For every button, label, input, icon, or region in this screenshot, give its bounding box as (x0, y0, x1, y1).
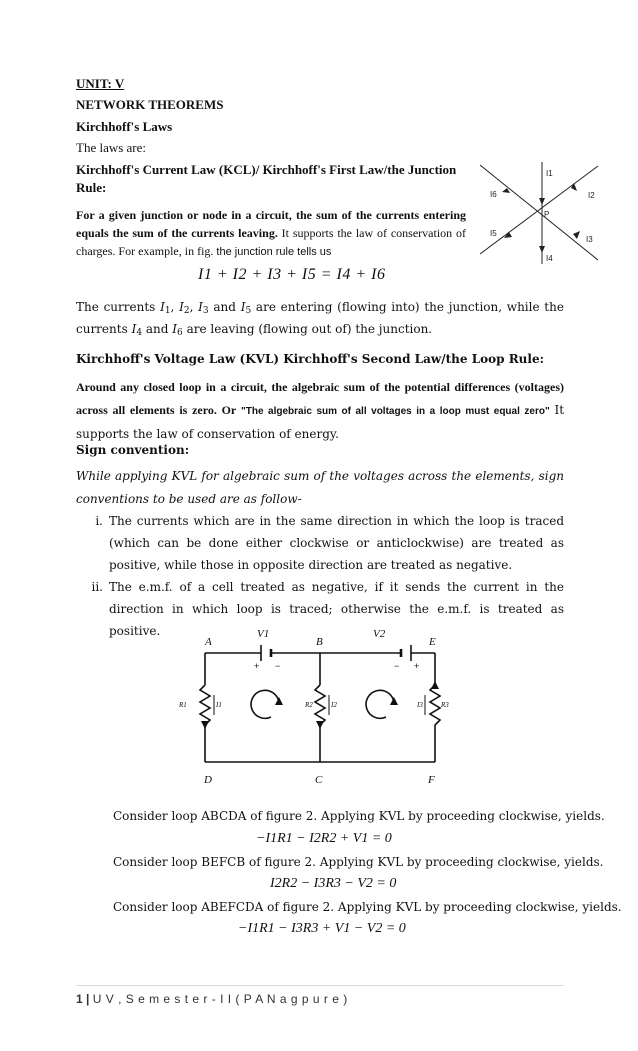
resistor-r2-icon (315, 685, 325, 725)
kcl-statement: For a given junction or node in a circuit, the sum of the currents entering equals the sum of the currents leaving. (76, 208, 466, 240)
list-text: The currents which are in the same direction in which the loop is traced (which can be done either clockwise or anticlockwise) are treated as positive, while those in opposite direction are treated as negative. (109, 514, 564, 572)
list-marker: ii. (91, 580, 103, 594)
footer (76, 992, 348, 1006)
kvl-heading: Kirchhoff's Voltage Law (KVL) Kirchhoff's Second Law/the Loop Rule: (76, 352, 545, 366)
section-title: NETWORK THEOREMS (76, 97, 224, 112)
loop-3-text: Consider loop ABEFCDA of figure 2. Applying KVL by proceeding clockwise, yields. (113, 900, 622, 914)
resistor-label-r2: R2 (305, 701, 313, 709)
junction-figure (478, 160, 600, 268)
page-number: 1 (76, 992, 83, 1006)
current-arrow-i3-icon (431, 681, 439, 689)
fig-label-i2: I2 (588, 191, 595, 200)
current-arrow-i2-icon (316, 721, 324, 729)
kcl-explanation: The currents $I_1$, $I_2$, $I_3$ and $I_5$ are entering (flowing into) the junction, while the currents $I_4$ and $I_6$ are leaving (flowing out of) the junction. (76, 300, 564, 338)
v2-minus-sign: − (394, 661, 400, 671)
arrow-i4-icon (539, 246, 545, 253)
kcl-paragraph (76, 206, 466, 261)
kcl-heading: Kirchhoff's Current Law (KCL)/ Kirchhoff's First Law/the Junction Rule: (76, 162, 457, 195)
kvl-statement: Around any closed loop in a circuit, the algebraic sum of the potential differences (voltages) across all elements is zero. Or (76, 380, 564, 417)
source-label-v2: V2 (373, 628, 386, 640)
current-label-i1: I1 (216, 701, 222, 709)
loop-3-equation: −I1R1 − I3R3 + V1 − V2 = 0 (238, 921, 406, 936)
v1-minus-sign: − (275, 661, 281, 671)
node-label-c: C (315, 774, 323, 786)
node-label-b: B (316, 636, 323, 648)
kcl-support-text: It supports the law of conservation of charges. For example, in fig. (76, 226, 467, 258)
circuit-figure (175, 625, 465, 790)
unit-label: UNIT: V (76, 76, 125, 91)
node-label-e: E (429, 636, 436, 648)
resistor-r1-icon (200, 685, 210, 725)
loop-1-text: Consider loop ABCDA of figure 2. Applying KVL by proceeding clockwise, yields. (113, 809, 605, 823)
current-label-i2: I2 (331, 701, 337, 709)
footer-divider (76, 985, 564, 986)
arrow-i1-icon (539, 198, 545, 205)
kcl-equation-text: I1 + I2 + I3 + I5 = I4 + I6 (198, 266, 386, 283)
current-arrow-i1-icon (201, 721, 209, 729)
loop-2-equation: I2R2 − I3R3 − V2 = 0 (270, 876, 397, 891)
loop-1-clockwise-icon (251, 690, 279, 718)
v2-plus-sign: + (414, 661, 420, 671)
resistor-label-r1: R1 (179, 701, 187, 709)
kcl-equation (198, 266, 385, 284)
fig-label-i4: I4 (546, 254, 553, 263)
fig-label-i6: I6 (490, 190, 497, 199)
sign-convention-heading: Sign convention: (76, 443, 190, 457)
current-label-i3: I3 (417, 701, 423, 709)
list-text: The e.m.f. of a cell treated as negative, if it sends the current in the direction in which loop is traced; otherwise the e.m.f. is treated as positive. (109, 580, 564, 638)
list-marker: i. (95, 514, 103, 528)
arrow-i3-icon (573, 231, 580, 239)
kcl-explain-1: The currents (76, 300, 156, 314)
sign-convention-intro: While applying KVL for algebraic sum of the voltages across the elements, sign conventions to be used are as follow- (76, 469, 564, 506)
kvl-quote: "The algebraic sum of all voltages in a loop must equal zero" (240, 406, 550, 417)
kcl-explain-4: are leaving (flowing out of) the junction. (186, 322, 433, 336)
kcl-rule-text: the junction rule tells us (216, 246, 332, 258)
kcl-explain-3: and (145, 322, 169, 336)
fig-label-i5: I5 (490, 229, 497, 238)
subsection-title: Kirchhoff's Laws (76, 119, 173, 134)
fig-label-p: P (544, 210, 550, 219)
footer-separator: | (86, 992, 90, 1006)
laws-intro: The laws are: (76, 140, 147, 155)
resistor-label-r3: R3 (441, 701, 449, 709)
source-label-v1: V1 (257, 628, 270, 640)
sign-convention-list (76, 510, 564, 642)
loop-1-equation: −I1R1 − I2R2 + V1 = 0 (256, 831, 392, 846)
node-label-d: D (204, 774, 212, 786)
loop-1-arrowhead-icon (275, 697, 283, 705)
loop-2-text: Consider loop BEFCB of figure 2. Applying KVL by proceeding clockwise, yields. (113, 855, 604, 869)
kvl-paragraph (76, 376, 564, 446)
kvl-tail: It supports the law of conservation of energy. (76, 403, 565, 441)
kcl-explain-2: are entering (flowing into) the junction, while the currents (76, 300, 564, 336)
fig-label-i3: I3 (586, 235, 593, 244)
v1-plus-sign: + (254, 661, 260, 671)
loop-2-clockwise-icon (366, 690, 394, 718)
arrow-i2-icon (571, 183, 577, 191)
fig-label-i1: I1 (546, 169, 553, 178)
resistor-r3-icon (430, 685, 440, 725)
node-label-f: F (428, 774, 435, 786)
loop-2-arrowhead-icon (390, 697, 398, 705)
node-label-a: A (205, 636, 212, 648)
list-item (76, 510, 564, 576)
footer-text: U V , S e m e s t e r - I I ( P A N a g p u r e ) (92, 992, 348, 1006)
